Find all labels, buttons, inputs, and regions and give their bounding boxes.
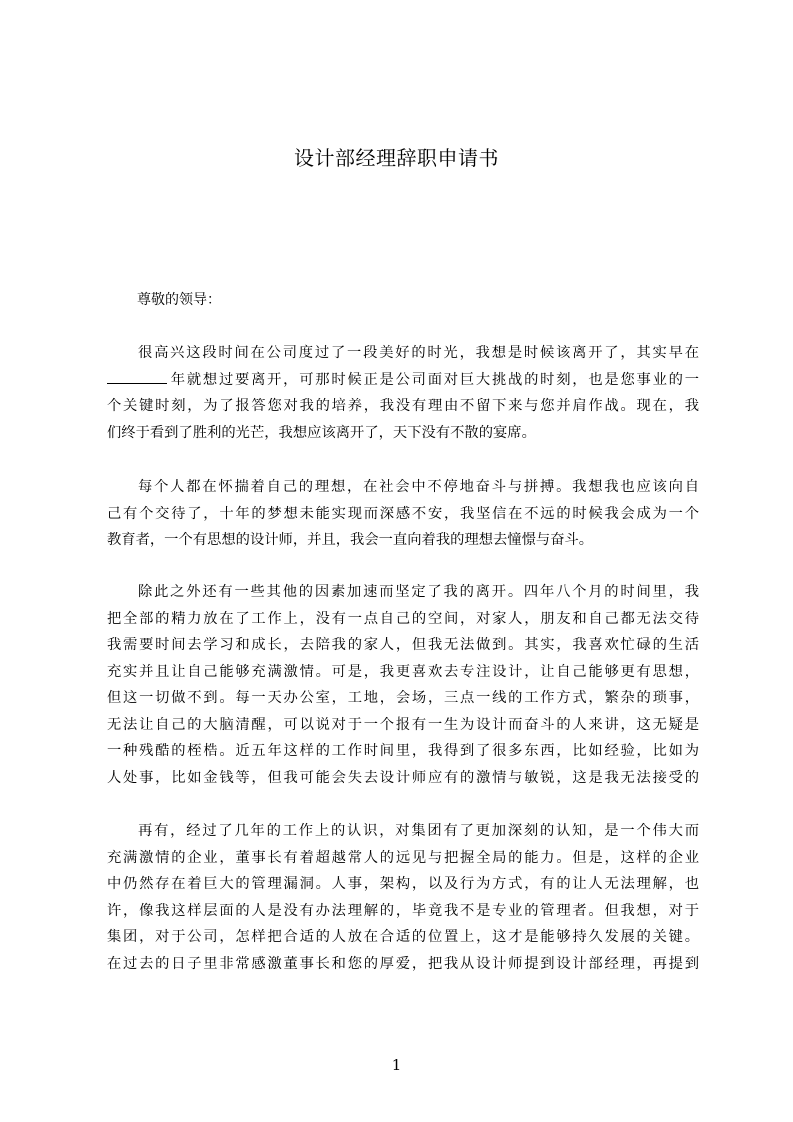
- fill-in-blank: [107, 371, 167, 384]
- paragraph-line: 但这一切做不到。每一天办公室，工地，会场，三点一线的工作方式，繁杂的琐事，: [107, 690, 699, 706]
- paragraph-line: 己有个交待了，十年的梦想未能实现而深感不安，我坚信在不远的时候我会成为一个: [107, 505, 699, 522]
- paragraph-line: 无法让自己的大脑清醒，可以说对于一个报有一生为设计而奋斗的人来讲，这无疑是: [107, 716, 699, 733]
- document-title: 设计部经理辞职申请书: [294, 146, 499, 170]
- paragraph-line: 我需要时间去学习和成长，去陪我的家人，但我无法做到。其实，我喜欢忙碌的生活: [107, 637, 699, 653]
- paragraph-line: 们终于看到了胜利的光芒，我想应该离开了，天下没有不散的宴席。: [107, 424, 536, 441]
- salutation: 尊敬的领导：: [137, 292, 221, 308]
- paragraph-line: 除此之外还有一些其他的因素加速而坚定了我的离开。四年八个月的时间里，我: [138, 584, 699, 600]
- paragraph-line: [107, 367, 699, 394]
- paragraph-line: 每个人都在怀揣着自己的理想，在社会中不停地奋斗与拼搏。我想我也应该向自: [138, 479, 699, 495]
- paragraph-line: 一种残酷的桎梏。近五年这样的工作时间里，我得到了很多东西，比如经验，比如为: [107, 743, 699, 759]
- paragraph-line: 再有，经过了几年的工作上的认识，对集团有了更加深刻的认知，是一个伟大而: [138, 823, 699, 839]
- paragraph-line: 很高兴这段时间在公司度过了一段美好的时光，我想是时候该离开了，其实早在: [138, 345, 699, 361]
- paragraph-line: 许，像我这样层面的人是没有办法理解的，毕竟我不是专业的管理者。但我想，对于: [107, 902, 699, 919]
- paragraph-line: 集团，对于公司，怎样把合适的人放在合适的位置上，这才是能够持久发展的关键。: [107, 929, 699, 945]
- paragraph-line: 在过去的日子里非常感激董事长和您的厚爱，把我从设计师提到设计部经理，再提到: [107, 955, 699, 972]
- paragraph-2: [107, 474, 699, 554]
- paragraph-line: 把全部的精力放在了工作上，没有一点自己的空间，对家人，朋友和自己都无法交待: [107, 610, 699, 627]
- paragraph-line: 充实并且让自己能够充满激情。可是，我更喜欢去专注设计，让自己能够更有思想，: [107, 663, 699, 680]
- paragraph-line: 个关键时刻，为了报答您对我的培养，我没有理由不留下来与您并肩作战。现在，我: [107, 398, 699, 414]
- paragraph-1: [107, 340, 699, 446]
- paragraph-line: 人处事，比如金钱等，但我可能会失去设计师应有的激情与敏锐，这是我无法接受的: [107, 769, 699, 786]
- paragraph-line: 教育者，一个有思想的设计师，并且，我会一直向着我的理想去憧憬与奋斗。: [107, 532, 594, 548]
- paragraph-4: [107, 818, 699, 977]
- paragraph-line: 充满激情的企业，董事长有着超越常人的远见与把握全局的能力。但是，这样的企业: [107, 849, 699, 866]
- page-number: 1: [391, 1056, 402, 1074]
- paragraph-line: 中仍然存在着巨大的管理漏洞。人事，架构，以及行为方式，有的让人无法理解，也: [107, 876, 699, 892]
- paragraph-3: [107, 579, 699, 791]
- paragraph-line-text: 年就想过要离开，可那时候正是公司面对巨大挑战的时刻，也是您事业的一: [169, 371, 699, 388]
